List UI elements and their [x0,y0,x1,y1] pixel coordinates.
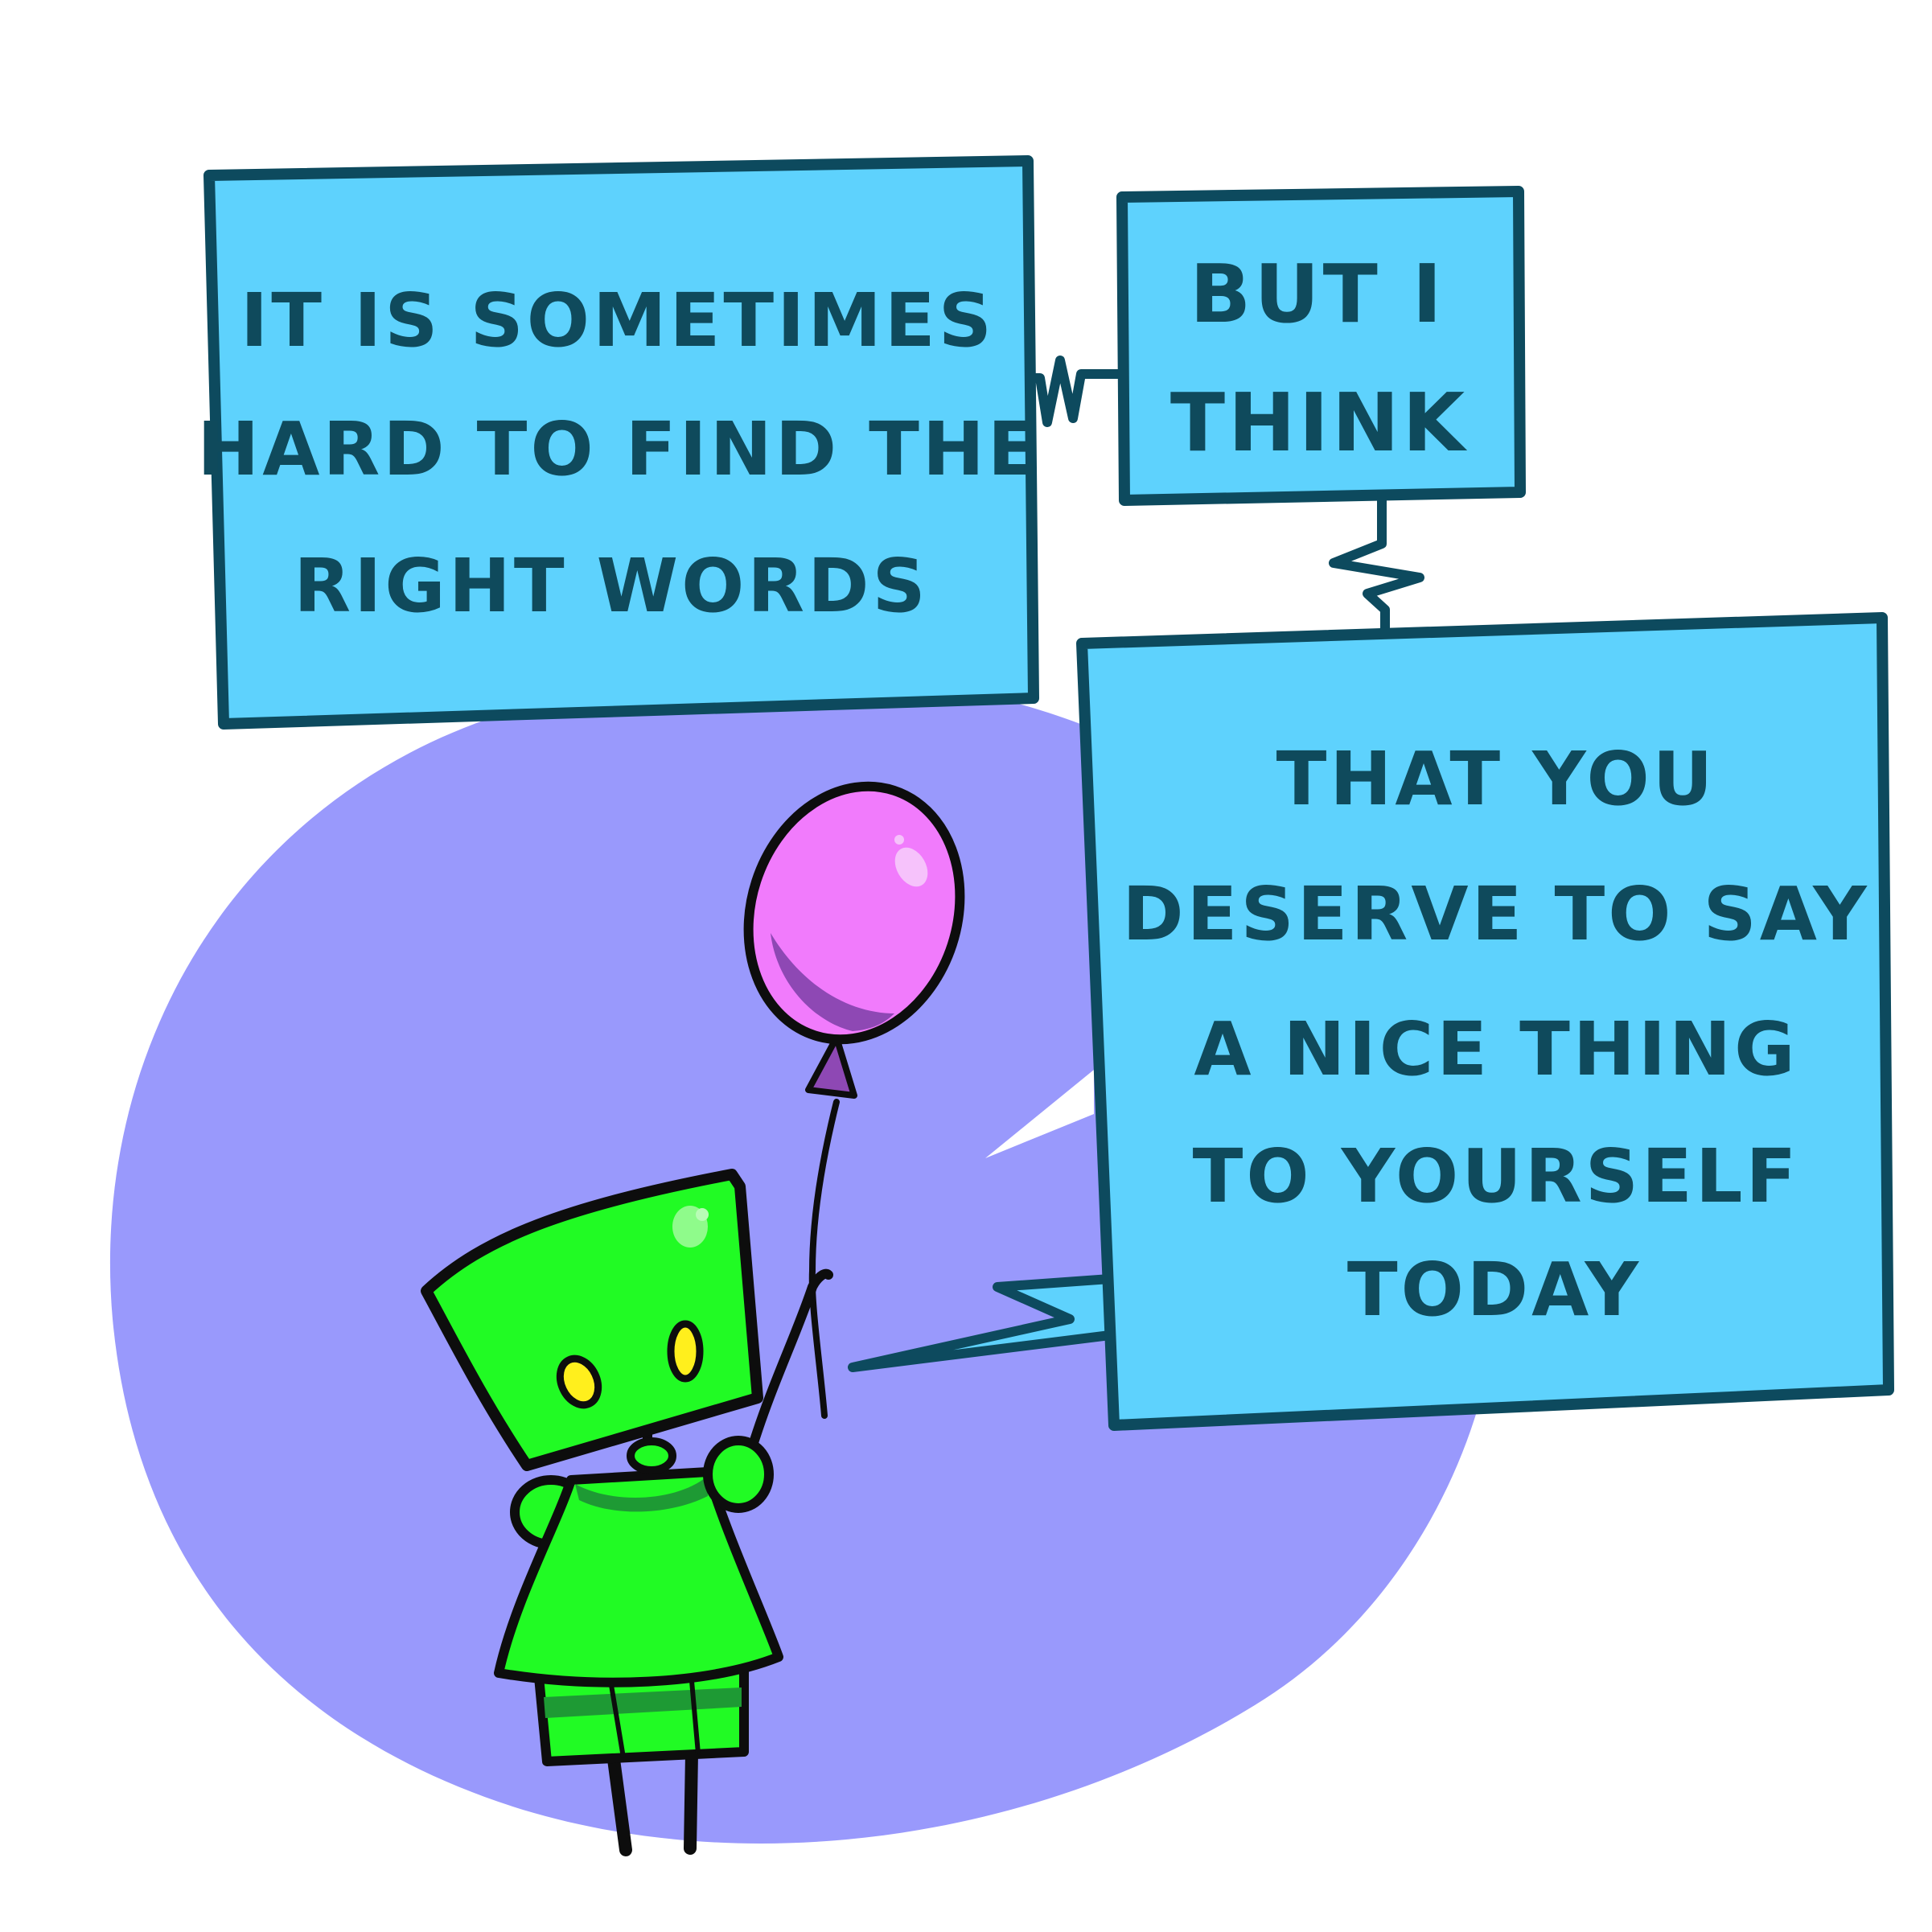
box1-line-2: HARD TO FIND THE [197,406,1042,492]
box1-line-3: RIGHT WORDS [294,543,929,629]
box2-line-1: BUT I [1190,247,1445,341]
box3-line-5: TODAY [1346,1247,1642,1333]
box1-line-1: IT IS SOMETIMES [240,277,996,364]
box3-line-3: A NICE THING [1194,1006,1798,1092]
box3-line-4: TO YOURSELF [1192,1133,1800,1219]
robot-head-highlight-dot [696,1208,709,1221]
robot-right-eye [671,1324,700,1379]
box2-line-2: THINK [1169,376,1469,470]
robot-neck-joint [631,1441,672,1470]
robot-right-hand [708,1441,769,1508]
box3-line-1: THAT YOU [1276,736,1716,822]
box3-line-2: DESERVE TO SAY [1122,871,1870,957]
balloon-highlight-dot [894,835,904,845]
robot-right-leg [690,1753,692,1848]
